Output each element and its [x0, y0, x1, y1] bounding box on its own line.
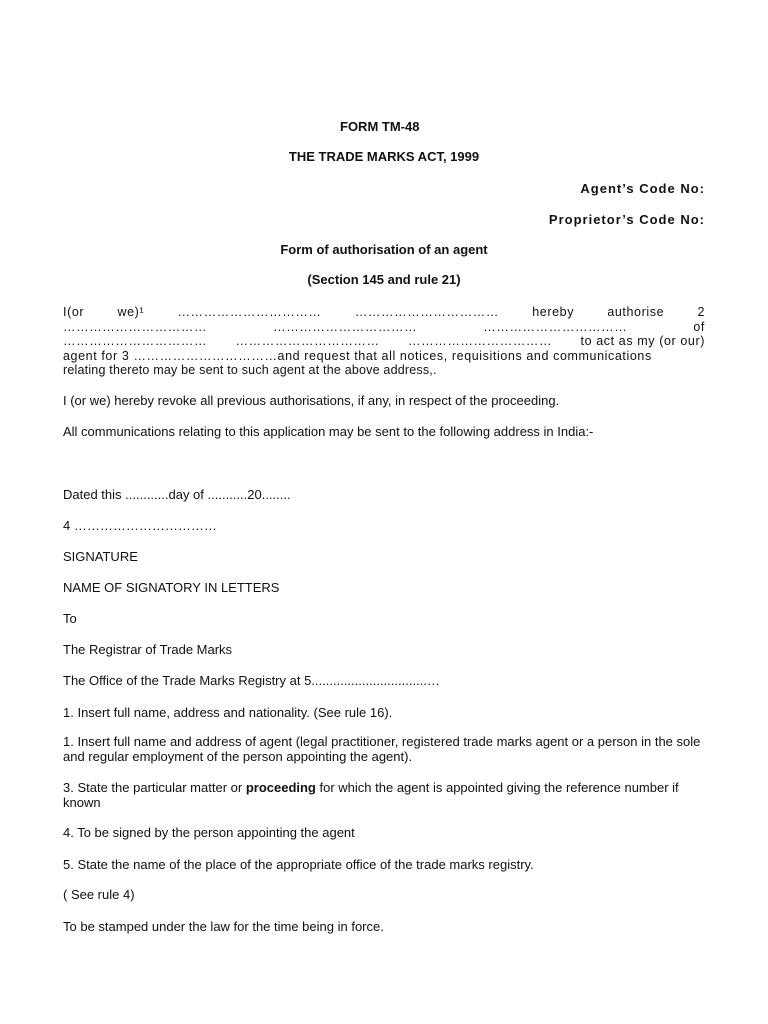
- footnote-3-rest: for which the agent is appointed giving the reference number if known: [63, 780, 679, 810]
- addressee-to: To: [63, 611, 77, 626]
- footnote-ref: 2: [697, 305, 705, 319]
- auth-text: to act as my (or our): [580, 334, 705, 349]
- see-rule-note: ( See rule 4): [63, 887, 135, 902]
- footnote-3-emphasis: proceeding: [245, 780, 316, 795]
- communications-statement: All communications relating to this application may be sent to the following address in India:-: [63, 424, 594, 439]
- footnote-3: [63, 781, 713, 810]
- footnote-4: 4. To be signed by the person appointing the agent: [63, 825, 355, 840]
- auth-text: authorise: [607, 305, 665, 319]
- form-title: Form of authorisation of an agent: [280, 242, 488, 257]
- authorisation-line-4: [63, 349, 705, 364]
- signature-line: 4 ……………………………: [63, 518, 217, 533]
- auth-blank: ……………………………: [63, 334, 208, 349]
- footnote-3-text: 3. State the particular matter or: [63, 780, 246, 795]
- auth-blank: ……………………………: [235, 334, 380, 349]
- auth-blank: ……………………………: [273, 319, 418, 334]
- dated-line: Dated this ............day of ...........20........: [63, 487, 291, 502]
- auth-blank: ……………………………: [177, 305, 322, 319]
- footnote-2: 1. Insert full name and address of agent (legal practitioner, registered trade marks agent or a person in the sole and regular employment of the person appointing the agent).: [63, 734, 701, 764]
- authorisation-line-2: [63, 320, 705, 335]
- signatory-name-label: NAME OF SIGNATORY IN LETTERS: [63, 580, 280, 595]
- section-reference: (Section 145 and rule 21): [307, 272, 461, 287]
- footnote-1: 1. Insert full name, address and nationality. (See rule 16).: [63, 705, 393, 720]
- auth-text: agent for 3 ……………………………and request that all notices, requisitions and communications: [63, 348, 652, 363]
- form-number: FORM TM-48: [340, 119, 420, 134]
- auth-text: I(or: [63, 305, 85, 319]
- registrar-name: The Registrar of Trade Marks: [63, 642, 233, 657]
- authorisation-line-1: [63, 305, 705, 320]
- proprietor-code-label: Proprietor’s Code No:: [548, 212, 705, 227]
- auth-blank: ……………………………: [408, 334, 553, 349]
- registry-office: The Office of the Trade Marks Registry at 5................................…: [63, 673, 440, 688]
- stamp-note: To be stamped under the law for the time being in force.: [63, 919, 384, 934]
- auth-blank: ……………………………: [483, 319, 628, 334]
- act-title: THE TRADE MARKS ACT, 1999: [288, 149, 480, 164]
- authorisation-paragraph: [63, 305, 705, 378]
- authorisation-line-5: relating thereto may be sent to such agent at the above address,.: [63, 363, 437, 378]
- revoke-statement: I (or we) hereby revoke all previous authorisations, if any, in respect of the proceeding.: [63, 393, 560, 408]
- agent-code-label: Agent’s Code No:: [580, 181, 705, 196]
- signature-label: SIGNATURE: [63, 549, 138, 564]
- auth-blank: ……………………………: [63, 319, 208, 334]
- auth-text: of: [693, 319, 705, 334]
- auth-blank: ……………………………: [354, 305, 499, 319]
- auth-text: hereby: [532, 305, 575, 319]
- authorisation-line-3: [63, 334, 705, 349]
- auth-text: we)¹: [117, 305, 145, 319]
- footnote-5: 5. State the name of the place of the appropriate office of the trade marks registry.: [63, 857, 534, 872]
